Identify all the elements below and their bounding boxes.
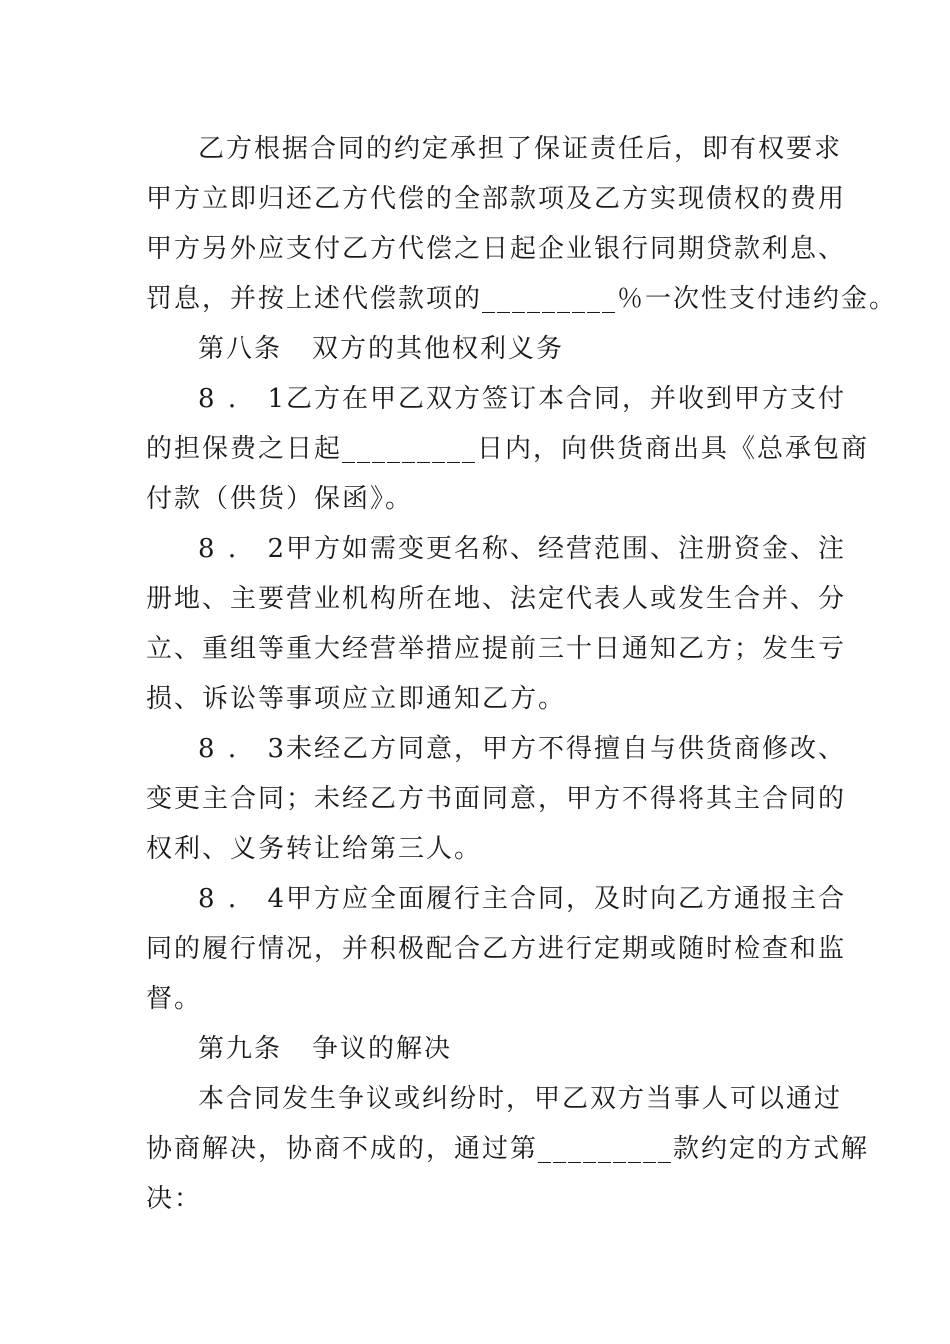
clause-8-2-line: 立、重组等重大经营举措应提前三十日通知乙方；发生亏 <box>146 634 847 664</box>
article-9-heading <box>146 1024 808 1074</box>
clause-8-1-line: 的担保费之日起_________日内，向供货商出具《总承包商 <box>146 434 870 464</box>
article-title: 双方的其他权利义务 <box>312 334 565 364</box>
clause-8-2-line: 册地、主要营业机构所在地、法定代表人或发生合并、分 <box>146 584 847 614</box>
clause-8-3-line: 变更主合同；未经乙方书面同意，甲方不得将其主合同的 <box>146 784 847 814</box>
clause-number: 8．3 <box>198 734 286 764</box>
clause-8-1-line: 付款（供货）保函》。 <box>146 484 414 514</box>
document-body <box>146 124 898 1224</box>
clause-8-2-line <box>146 524 847 574</box>
article-number: 第九条 <box>198 1034 283 1064</box>
clause-8-4-line: 同的履行情况，并积极配合乙方进行定期或随时检查和监 <box>146 934 847 964</box>
paragraph-line: 乙方根据合同的约定承担了保证责任后，即有权要求 <box>198 134 843 164</box>
article-number: 第八条 <box>198 334 283 364</box>
paragraph-line: 罚息，并按上述代偿款项的_________％一次性支付违约金。 <box>146 284 898 314</box>
clause-8-3-line <box>146 724 847 774</box>
clause-8-1-line <box>146 374 847 424</box>
article-title: 争议的解决 <box>312 1034 453 1064</box>
clause-text: 乙方在甲乙双方签订本合同，并收到甲方支付 <box>286 384 847 414</box>
paragraph-line: 甲方另外应支付乙方代偿之日起企业银行同期贷款利息、 <box>146 234 847 264</box>
clause-number: 8．4 <box>198 884 286 914</box>
clause-8-4-line: 督。 <box>146 984 203 1014</box>
clause-number: 8．1 <box>198 384 286 414</box>
paragraph-line: 决： <box>146 1184 203 1214</box>
clause-text: 甲方应全面履行主合同，及时向乙方通报主合 <box>286 884 847 914</box>
clause-8-2-line: 损、诉讼等事项应立即通知乙方。 <box>146 684 567 714</box>
clause-number: 8．2 <box>198 534 286 564</box>
article-8-heading <box>146 324 808 374</box>
paragraph-line: 协商解决，协商不成的，通过第_________款约定的方式解 <box>146 1134 870 1164</box>
paragraph-line: 本合同发生争议或纠纷时，甲乙双方当事人可以通过 <box>198 1084 843 1114</box>
clause-text: 未经乙方同意，甲方不得擅自与供货商修改、 <box>286 734 847 764</box>
paragraph-line: 甲方立即归还乙方代偿的全部款项及乙方实现债权的费用 <box>146 184 847 214</box>
clause-text: 甲方如需变更名称、经营范围、注册资金、注 <box>286 534 847 564</box>
clause-8-4-line <box>146 874 847 924</box>
clause-8-3-line: 权利、义务转让给第三人。 <box>146 834 483 864</box>
